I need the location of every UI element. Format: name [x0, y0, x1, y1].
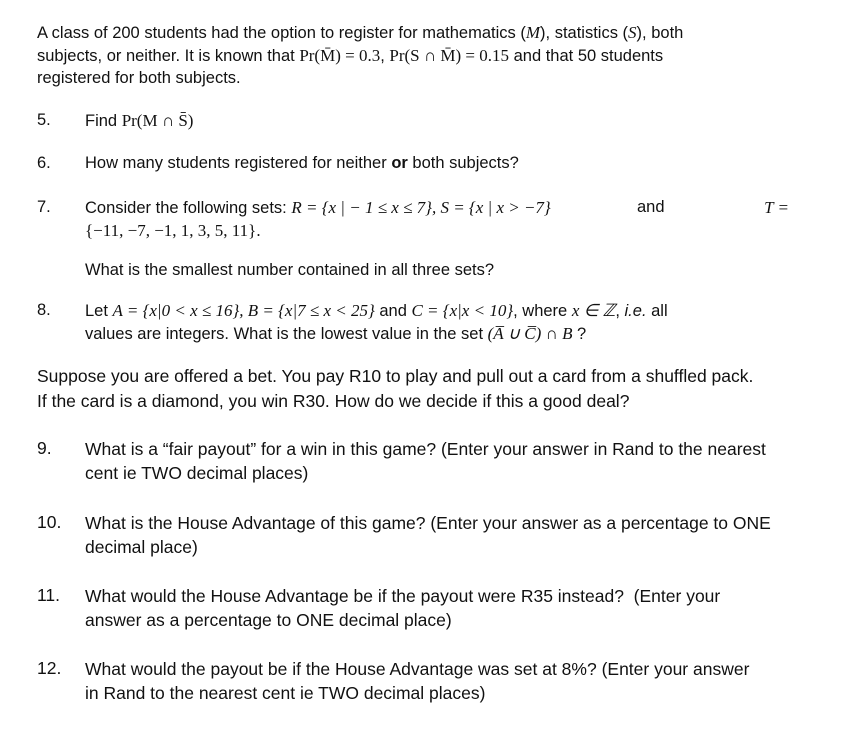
- question-8-line-2: [85, 322, 586, 346]
- question-text: i.e.: [624, 302, 647, 320]
- prob-expression: Pr(M̄) = 0.3: [299, 46, 381, 65]
- math-m: M: [525, 23, 541, 42]
- question-text: How many students registered for neither: [85, 154, 392, 172]
- question-text: decimal place): [85, 537, 198, 557]
- question-text: and: [374, 302, 412, 320]
- question-7-line-2: {−11, −7, −1, 1, 3, 5, 11}.: [85, 221, 261, 240]
- intro-line-1: [37, 21, 789, 45]
- question-7-line-1: [85, 196, 789, 220]
- set-definition: C = {x|x < 10}: [411, 301, 514, 320]
- question-text: What would the payout be if the House Advantage was set at 8%? (Enter your answer: [85, 659, 750, 679]
- question-text: all: [646, 302, 668, 320]
- intro-text: and that 50 students: [509, 47, 664, 65]
- question-number: 11.: [37, 585, 61, 605]
- intro-text: ,: [380, 47, 390, 65]
- set-definition: A = {x|0 < x ≤ 16}, B = {x|7 ≤ x < 25}: [112, 301, 375, 320]
- bet-line-2: If the card is a diamond, you win R30. How do we decide if this a good deal?: [37, 391, 630, 411]
- question-number: 9.: [37, 438, 52, 458]
- set-definition: T =: [764, 198, 789, 217]
- bet-line-1: Suppose you are offered a bet. You pay R10 to play and pull out a card from a shuffled pack.: [37, 366, 754, 386]
- question-5: [85, 109, 193, 133]
- prob-expression: Pr(S ∩ M̄) = 0.15: [389, 46, 510, 65]
- question-text: What would the House Advantage be if the payout were R35 instead? (Enter your: [85, 586, 721, 606]
- question-text: , where: [513, 302, 572, 320]
- question-text: ,: [615, 302, 625, 320]
- question-7-subquestion: What is the smallest number contained in all three sets?: [85, 261, 495, 279]
- prob-expression: Pr(M ∩ S̄): [121, 111, 194, 130]
- question-12: [85, 657, 789, 705]
- question-number: 6.: [37, 154, 51, 172]
- question-text: values are integers. What is the lowest value in the set: [85, 325, 488, 343]
- intro-line-3: registered for both subjects.: [37, 69, 241, 87]
- bold-word: or: [391, 154, 408, 172]
- question-text: Consider the following sets:: [85, 199, 292, 217]
- question-9: [85, 437, 789, 485]
- question-number: 5.: [37, 111, 51, 129]
- question-number: 12.: [37, 658, 62, 678]
- question-text: in Rand to the nearest cent ie TWO decimal places): [85, 683, 486, 703]
- bet-paragraph: [37, 364, 789, 414]
- question-text: Find: [85, 112, 122, 130]
- question-text: answer as a percentage to ONE decimal place): [85, 610, 452, 630]
- question-10: [85, 511, 789, 559]
- set-expression: (A̅ ∪ C̅) ∩ B: [487, 324, 573, 343]
- question-number: 7.: [37, 198, 51, 216]
- math-s: S: [628, 23, 637, 42]
- question-11: [85, 584, 789, 632]
- question-text: What is a “fair payout” for a win in this game? (Enter your answer in Rand to the nearest: [85, 439, 766, 459]
- set-definition: R = {x | − 1 ≤ x ≤ 7}, S = {x | x > −7}: [291, 198, 551, 217]
- question-text: Let: [85, 302, 113, 320]
- question-number: 8.: [37, 301, 51, 319]
- intro-text: A class of 200 students had the option to register for mathematics (: [37, 24, 526, 42]
- question-6: [85, 152, 519, 175]
- question-text: What is the House Advantage of this game? (Enter your answer as a percentage to ONE: [85, 513, 771, 533]
- question-8-line-1: [85, 299, 668, 323]
- question-text: and: [637, 198, 665, 216]
- question-text: both subjects?: [407, 154, 519, 172]
- question-number: 10.: [37, 512, 62, 532]
- intro-text: subjects, or neither. It is known that: [37, 47, 300, 65]
- intro-line-2: [37, 44, 663, 68]
- set-definition: x ∈ ℤ: [571, 301, 616, 320]
- question-text: cent ie TWO decimal places): [85, 463, 309, 483]
- question-text: ?: [572, 325, 587, 343]
- intro-text: ), both: [636, 24, 684, 42]
- intro-text: ), statistics (: [540, 24, 629, 42]
